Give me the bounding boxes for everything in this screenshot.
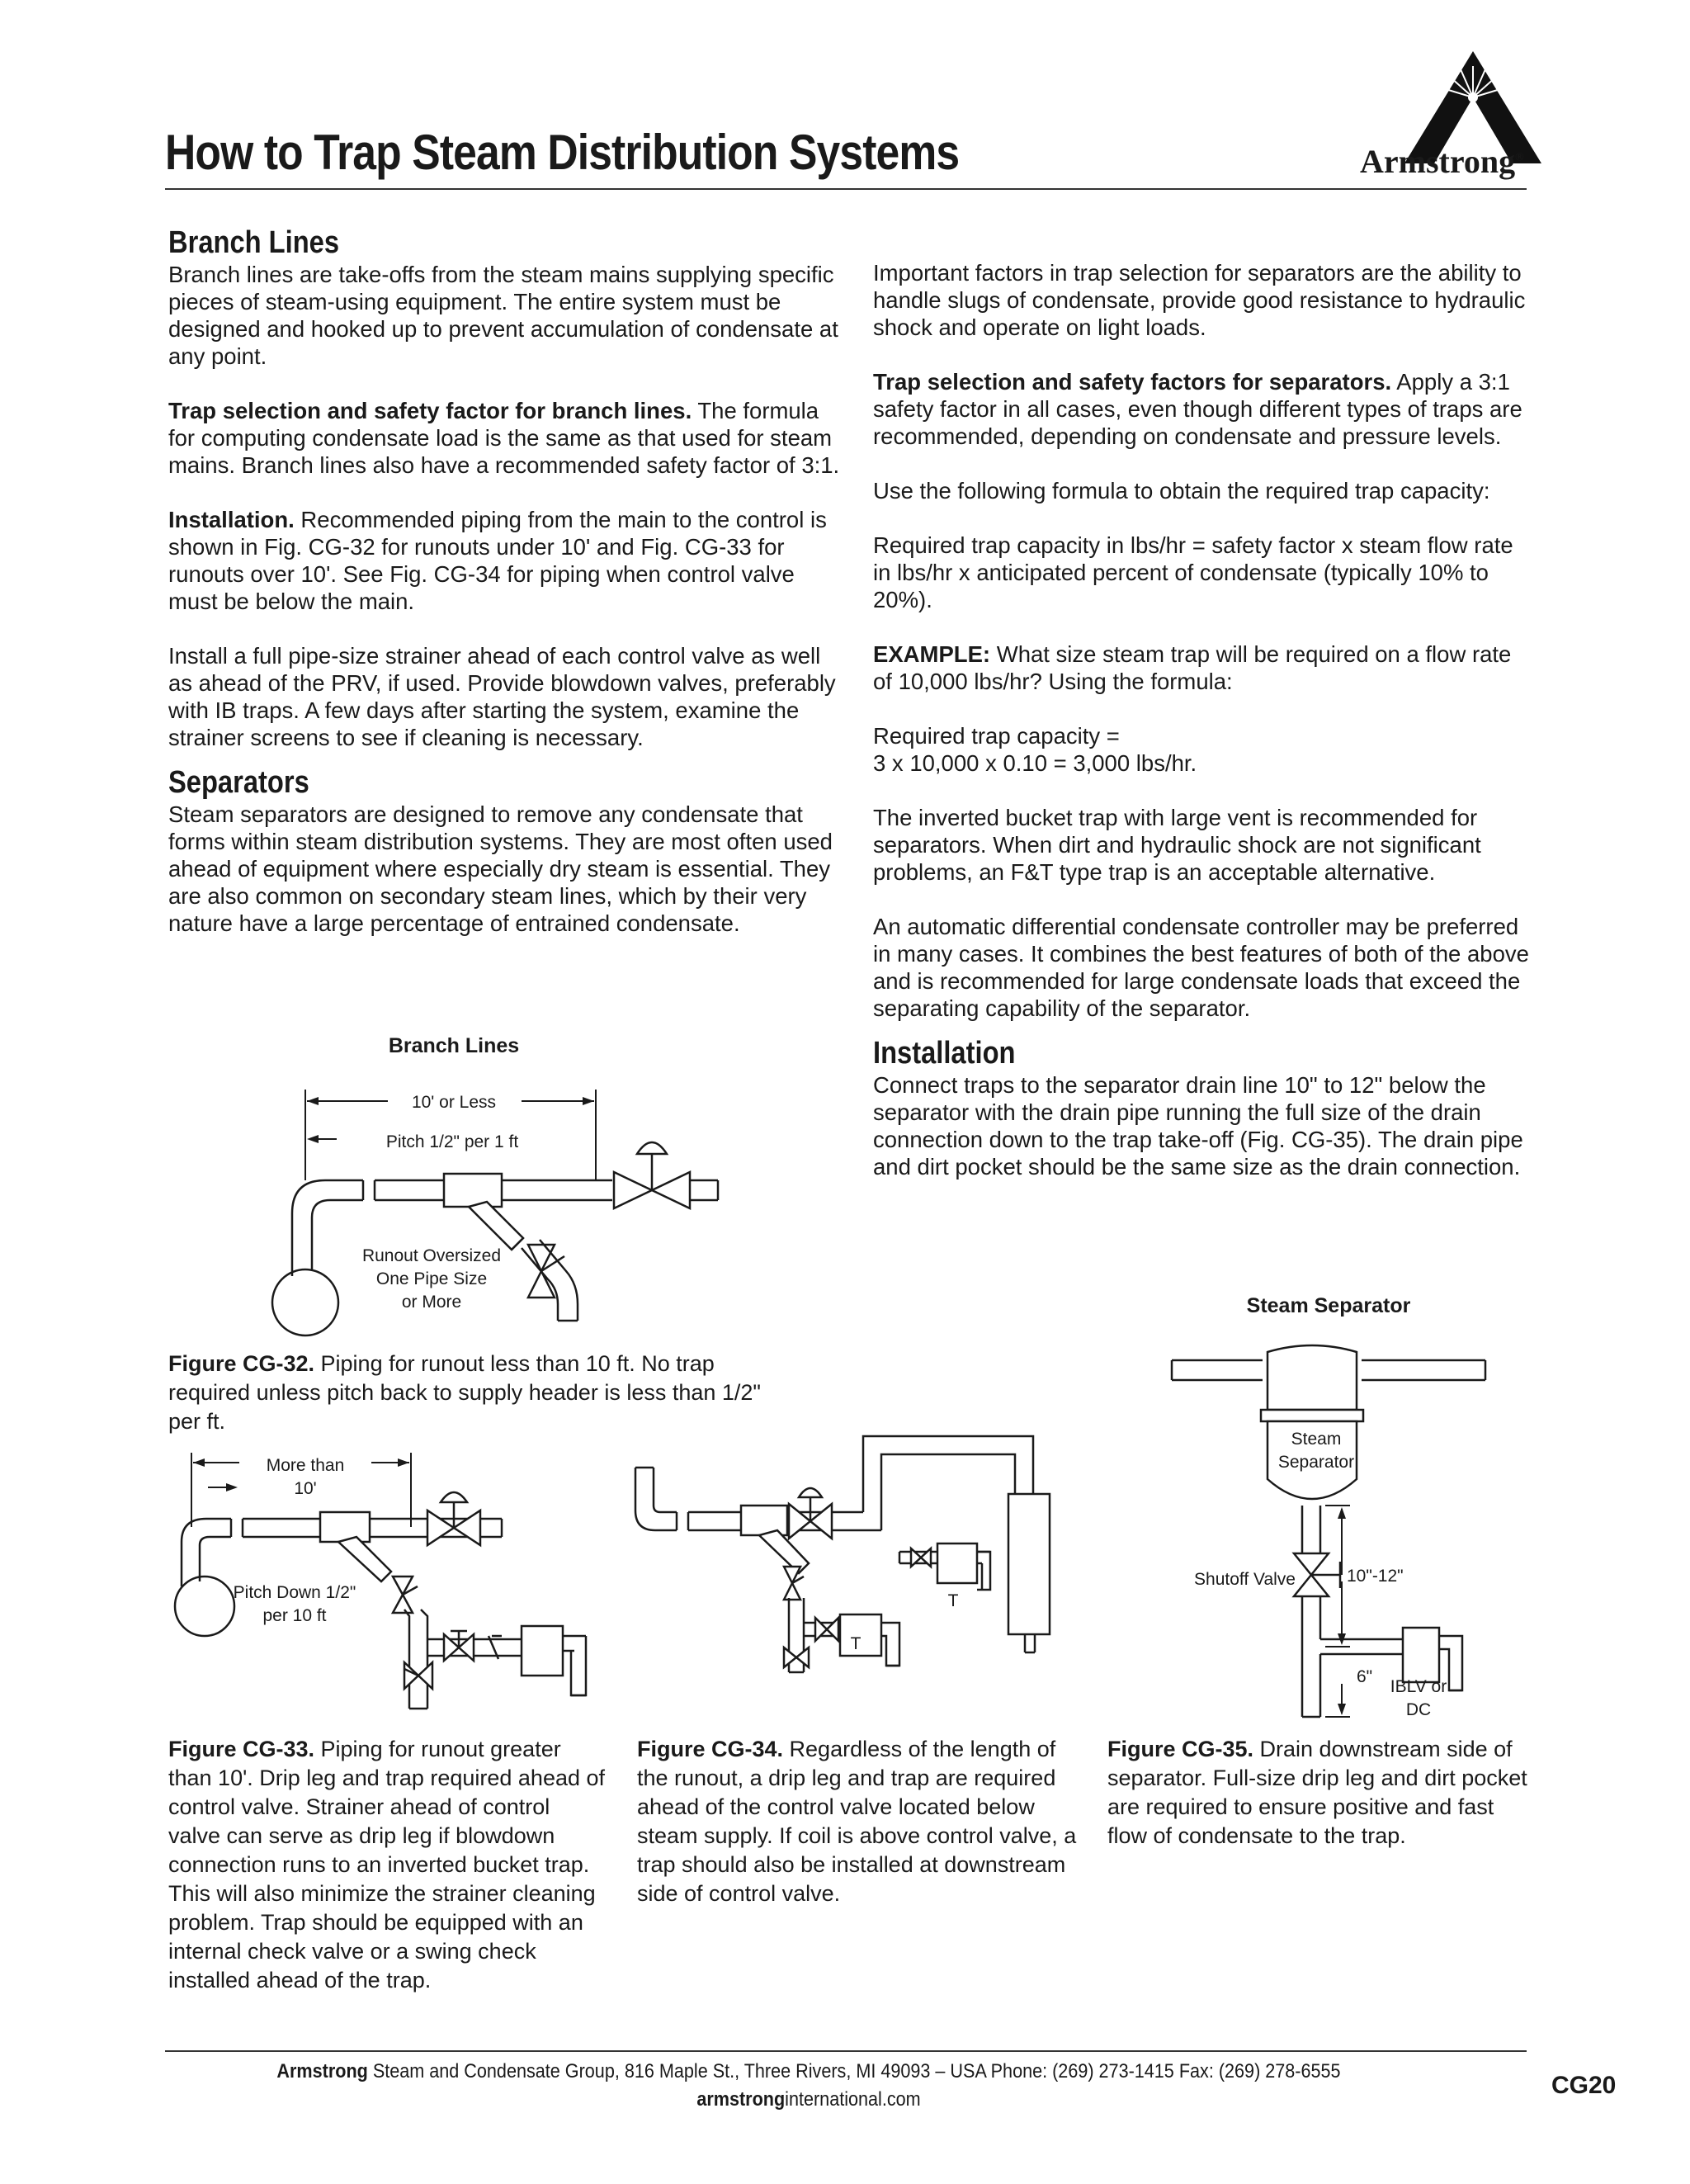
brand-logo-text	[1360, 142, 1524, 181]
section-heading-separators: Separators	[168, 765, 309, 800]
installation-paragraph-1: Connect traps to the separator drain line 10" to 12" below the separator with the drain pipe running the full size of the drain connection down to the trap take-off (Fig. CG-35). The drain pipe and dirt pocket should be the same size as the drain connection.	[873, 1072, 1523, 1179]
fig35-caption-label: Figure CG-35.	[1107, 1737, 1254, 1761]
fig33-dimension-label	[239, 1454, 371, 1501]
fig33-caption-label: Figure CG-33.	[168, 1737, 315, 1761]
fig33-pitch-label-line-1: Pitch Down 1/2"	[233, 1583, 356, 1602]
fig35-caption	[1107, 1735, 1537, 1851]
footer-address	[229, 2060, 1388, 2083]
section-heading-installation: Installation	[873, 1036, 1016, 1071]
branch-paragraph-3-lead: Installation.	[168, 507, 295, 532]
fig32-title: Branch Lines	[388, 1034, 520, 1057]
footer-address-text: Steam and Condensate Group, 816 Maple St., Three Rivers, MI 49093 – USA Phone: (269) 273-1415 Fax: (269) 278-6555	[367, 2060, 1341, 2082]
page-title: How to Trap Steam Distribution Systems	[165, 125, 960, 180]
fig32-runout-label-line-3: or More	[401, 1293, 462, 1312]
fig35-shutoff-label: Shutoff Valve	[1194, 1570, 1296, 1589]
fig35-separator-label	[1271, 1428, 1362, 1474]
footer-website-bold: armstrong	[696, 2088, 786, 2111]
brand-name: Armstrong	[1360, 143, 1516, 180]
fig32-caption-text: Piping for runout less than 10 ft. No trap required unless pitch back to supply header is less than 1/2" per ft.	[168, 1351, 762, 1434]
branch-paragraph-4: Install a full pipe-size strainer ahead of each control valve as well as ahead of the PRV, if used. Provide blowdown valves, preferably with IB traps. A few days after starting the system, examine the strainer screens to see if cleaning is necessary.	[168, 643, 836, 750]
fig34-piping-diagram	[627, 1428, 1089, 1700]
branch-paragraph-1: Branch lines are take-offs from the steam mains supplying specific pieces of steam-using equipment. The entire system must be designed and hooked up to prevent accumulation of condensate at any point.	[168, 262, 838, 369]
fig33-dimension-label-line-1: More than	[266, 1456, 345, 1475]
fig32-caption-label: Figure CG-32.	[168, 1351, 315, 1376]
separators-paragraph-1: Steam separators are designed to remove any condensate that forms within steam distribution systems. They are most often used ahead of equipment where especially dry steam is essential. They are also common on secondary steam lines, which by their very nature have a large percentage of entrained condensate.	[168, 801, 833, 936]
fig34-drip-trap-letter: T	[850, 1634, 862, 1653]
branch-paragraph-2	[168, 397, 845, 479]
fig32-runout-label	[345, 1245, 518, 1314]
fig35-trap-label-line-1: IBLV or	[1390, 1677, 1447, 1696]
left-column	[168, 225, 845, 964]
right-paragraph-5	[873, 641, 1533, 695]
registered-mark: ®	[1515, 151, 1524, 164]
fig33-dimension-label-line-2: 10'	[294, 1479, 317, 1498]
footer-website-rest: international.com	[785, 2088, 921, 2111]
fig33-pitch-label	[216, 1581, 373, 1628]
fig35-caption-text: Drain downstream side of separator. Full-size drip leg and dirt pocket are required to ensure positive and fast flow of condensate to the trap.	[1107, 1737, 1527, 1848]
fig34-caption-label: Figure CG-34.	[637, 1737, 784, 1761]
fig32-runout-label-line-1: Runout Oversized	[361, 1246, 502, 1265]
fig35-trap-label-line-2: DC	[1405, 1700, 1432, 1719]
fig33-pitch-label-line-2: per 10 ft	[262, 1606, 327, 1625]
fig33-caption	[168, 1735, 606, 1995]
fig34-caption	[637, 1735, 1083, 1908]
right-column	[873, 259, 1533, 1208]
fig32-pitch-label: Pitch 1/2" per 1 ft	[385, 1132, 519, 1151]
page-number: CG20	[1551, 2072, 1617, 2099]
branch-paragraph-2-lead: Trap selection and safety factor for branch lines.	[168, 398, 692, 423]
right-paragraph-1: Important factors in trap selection for separators are the ability to handle slugs of condensate, provide good resistance to hydraulic shock and operate on light loads.	[873, 260, 1526, 340]
branch-paragraph-3	[168, 506, 845, 615]
footer-website	[229, 2088, 1388, 2111]
section-heading-branch-lines: Branch Lines	[168, 225, 340, 260]
fig35-separator-label-line-1: Steam	[1291, 1430, 1342, 1449]
fig35-dimension-label: 10"-12"	[1347, 1567, 1404, 1586]
fig34-caption-text: Regardless of the length of the runout, a drip leg and trap are required ahead of the control valve located below steam supply. If coil is above control valve, a trap should also be installed at downstream side of control valve.	[637, 1737, 1077, 1906]
right-paragraph-8: An automatic differential condensate controller may be preferred in many cases. It combines the best features of both of the above and is recommended for large condensate loads that exceed the separating capability of the separator.	[873, 914, 1529, 1021]
footer-brand: Armstrong	[276, 2060, 368, 2082]
right-paragraph-5-body: What size steam trap will be required on a flow rate of 10,000 lbs/hr? Using the formula:	[873, 641, 1512, 694]
footer-divider	[165, 2050, 1527, 2052]
right-paragraph-2	[873, 368, 1533, 450]
right-paragraph-7: The inverted bucket trap with large vent is recommended for separators. When dirt and hydraulic shock are not significant problems, an F&T type trap is an acceptable alternative.	[873, 805, 1481, 885]
fig35-separator-diagram	[1155, 1337, 1502, 1725]
fig32-runout-label-line-2: One Pipe Size	[375, 1269, 488, 1288]
fig35-title: Steam Separator	[1246, 1294, 1411, 1317]
fig35-pocket-label: 6"	[1357, 1667, 1373, 1686]
branch-paragraph-3-body: Recommended piping from the main to the control is shown in Fig. CG-32 for runouts under 10' and Fig. CG-33 for runouts over 10'. See Fig. CG-34 for piping when control valve must be below the main.	[168, 507, 827, 614]
right-paragraph-2-body: Apply a 3:1 safety factor in all cases, even though different types of traps are recommended, depending on condensate and pressure levels.	[873, 369, 1522, 449]
fig33-caption-text: Piping for runout greater than 10'. Drip leg and trap required ahead of control valve. Strainer ahead of control valve can serve as drip leg if blowdown connection runs to an inverted bucket trap. This will also minimize the strainer cleaning problem. Trap should be equipped with an internal check valve or a swing check installed ahead of the trap.	[168, 1737, 606, 1993]
fig33-piping-diagram	[165, 1444, 602, 1717]
right-paragraph-3: Use the following formula to obtain the required trap capacity:	[873, 478, 1490, 503]
fig32-caption	[168, 1350, 795, 1436]
right-paragraph-5-lead: EXAMPLE:	[873, 641, 991, 667]
fig34-coil-trap-letter: T	[947, 1591, 959, 1610]
branch-paragraph-2-body: The formula for computing condensate load is the same as that used for steam mains. Branch lines also have a recommended safety factor of 3:1.	[168, 398, 840, 478]
formula-line-1: Required trap capacity =	[873, 723, 1120, 749]
formula-line-2: 3 x 10,000 x 0.10 = 3,000 lbs/hr.	[873, 750, 1197, 776]
header-divider	[165, 188, 1527, 190]
fig35-trap-label	[1381, 1676, 1456, 1722]
fig32-dimension-label: 10' or Less	[388, 1091, 520, 1114]
right-paragraph-2-lead: Trap selection and safety factors for separators.	[873, 369, 1392, 395]
right-paragraph-4: Required trap capacity in lbs/hr = safety factor x steam flow rate in lbs/hr x anticipated percent of condensate (typically 10% to 20%).	[873, 532, 1513, 612]
fig35-separator-label-line-2: Separator	[1277, 1453, 1355, 1472]
